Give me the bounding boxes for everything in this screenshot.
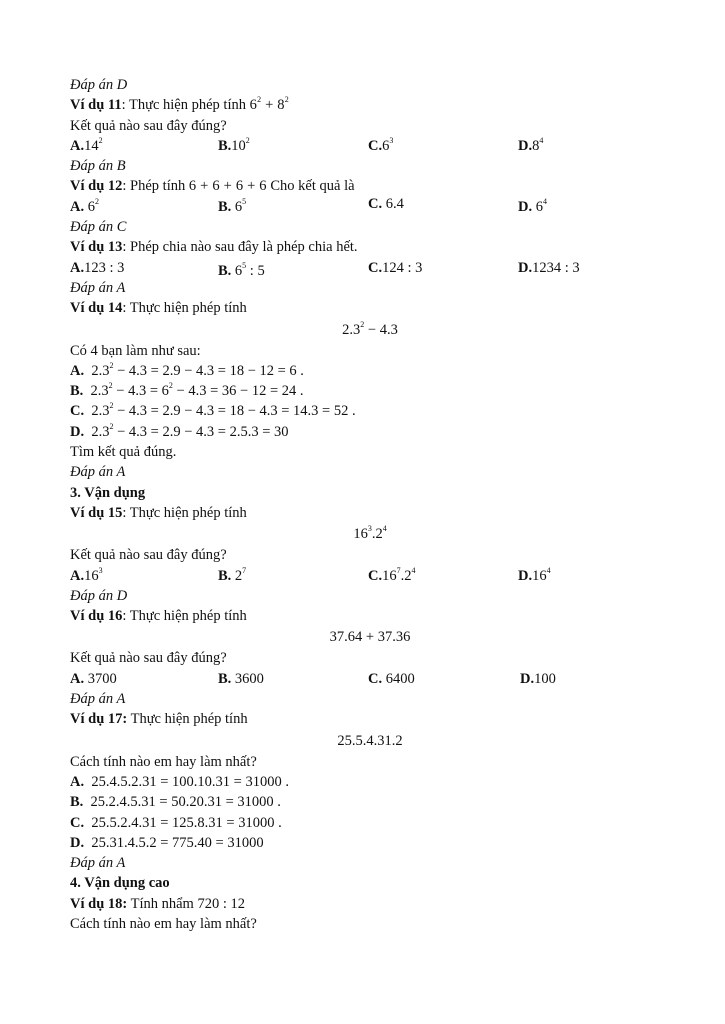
- question-text: Kết quả nào sau đây đúng?: [70, 117, 227, 134]
- option-c: C.124 : 3: [368, 259, 423, 276]
- option-a: A. 3700: [70, 670, 117, 687]
- math-expression: 6 + 6 + 6 + 6: [188, 178, 267, 195]
- option-b: B. $2^7$: [218, 565, 247, 584]
- option-b: $B.10^2$: [218, 135, 250, 154]
- document-page: [70, 75, 670, 934]
- option-d: D.100: [520, 670, 556, 687]
- answer-line: Đáp án A: [70, 464, 126, 481]
- solution-d: D. $2.3^2 - 4.3 = 2.9 - 4.3 = 2.5.3 = 30$: [70, 421, 289, 440]
- option-a: $A.16^3$: [70, 565, 103, 584]
- answer-line: Đáp án C: [70, 219, 127, 236]
- options-row-11: [70, 136, 670, 156]
- answer-line: [70, 75, 670, 95]
- method-c: C. 25.5.2.4.31 = 125.8.31 = 31000 .: [70, 814, 282, 831]
- option-a: A.123 : 3: [70, 259, 125, 276]
- intro-text: Có 4 bạn làm như sau:: [70, 342, 201, 359]
- option-c: C. 6.4: [368, 195, 404, 212]
- example-14-heading: Ví dụ 14: Thực hiện phép tính: [70, 300, 247, 317]
- option-c: C. 6400: [368, 670, 415, 687]
- example-12-heading: Ví dụ 12: Phép tính 6 + 6 + 6 + 6 Cho kết quả là: [70, 178, 355, 195]
- option-b: B. 3600: [218, 670, 264, 687]
- solution-b: B. $2.3^2 - 4.3 = 6^2 - 4.3 = 36 - 12 = 24$ .: [70, 381, 304, 400]
- option-c: $C.16^7.2^4$: [368, 565, 416, 584]
- example-15-heading: Ví dụ 15: Thực hiện phép tính: [70, 504, 247, 521]
- options-row-13: [70, 258, 670, 278]
- option-b: B. $6^5$ : 5: [218, 260, 265, 279]
- method-d: D. 25.31.4.5.2 = 775.40 = 31000: [70, 834, 264, 851]
- option-d: D.1234 : 3: [518, 259, 580, 276]
- solution-c: C. $2.3^2 - 4.3 = 2.9 - 4.3 = 18 - 4.3 = 14.3 = 52$ .: [70, 401, 356, 420]
- section-heading-4: 4. Vận dụng cao: [70, 875, 170, 892]
- method-b: B. 25.2.4.5.31 = 50.20.31 = 31000 .: [70, 794, 281, 811]
- options-row-15: [70, 566, 670, 586]
- answer-line: Đáp án D: [70, 587, 128, 604]
- math-expression: $6^2 + 8^2$: [249, 95, 289, 114]
- option-a: $A.14^2$: [70, 135, 103, 154]
- section-heading-3: 3. Vận dụng: [70, 484, 146, 501]
- option-a: A. $6^2$: [70, 196, 99, 215]
- question-text: Cách tính nào em hay làm nhất?: [70, 915, 257, 932]
- example-16-heading: Ví dụ 16: Thực hiện phép tính: [70, 608, 247, 625]
- centered-expression: $16^3.2^4$: [353, 524, 387, 543]
- option-d: D. $6^4$: [518, 196, 547, 215]
- answer-line: Đáp án A: [70, 279, 126, 296]
- option-c: $C.6^3$: [368, 135, 394, 154]
- question-text: Kết quả nào sau đây đúng?: [70, 650, 227, 667]
- question-text: Kết quả nào sau đây đúng?: [70, 547, 227, 564]
- answer-line: Đáp án A: [70, 855, 126, 872]
- example-label: Ví dụ 11: [70, 97, 122, 114]
- option-b: B. $6^5$: [218, 196, 247, 215]
- options-row-16: [70, 669, 670, 689]
- answer-line: Đáp án B: [70, 158, 126, 175]
- centered-expression: 25.5.4.31.2: [337, 732, 403, 749]
- example-18-heading: Ví dụ 18: Tính nhẩm 720 : 12: [70, 895, 245, 912]
- question-text: Cách tính nào em hay làm nhất?: [70, 753, 257, 770]
- centered-expression: 37.64 + 37.36: [329, 629, 411, 646]
- instruction-text: Tìm kết quả đúng.: [70, 444, 177, 461]
- option-d: $D.16^4$: [518, 565, 551, 584]
- centered-expression: $2.3^2 - 4.3$: [342, 319, 398, 338]
- answer-line: Đáp án A: [70, 691, 126, 708]
- example-11-heading: [70, 95, 670, 115]
- option-d: $D.8^4$: [518, 135, 544, 154]
- answer-text: Đáp án D: [70, 77, 128, 93]
- example-text: : Thực hiện phép tính: [121, 97, 250, 114]
- method-a: A. 25.4.5.2.31 = 100.10.31 = 31000 .: [70, 773, 289, 790]
- example-13-heading: Ví dụ 13: Phép chia nào sau đây là phép chia hết.: [70, 239, 358, 256]
- solution-a: A. $2.3^2 - 4.3 = 2.9 - 4.3 = 18 - 12 = 6$ .: [70, 360, 304, 379]
- options-row-12: [70, 197, 670, 217]
- example-17-heading: Ví dụ 17: Thực hiện phép tính: [70, 711, 248, 728]
